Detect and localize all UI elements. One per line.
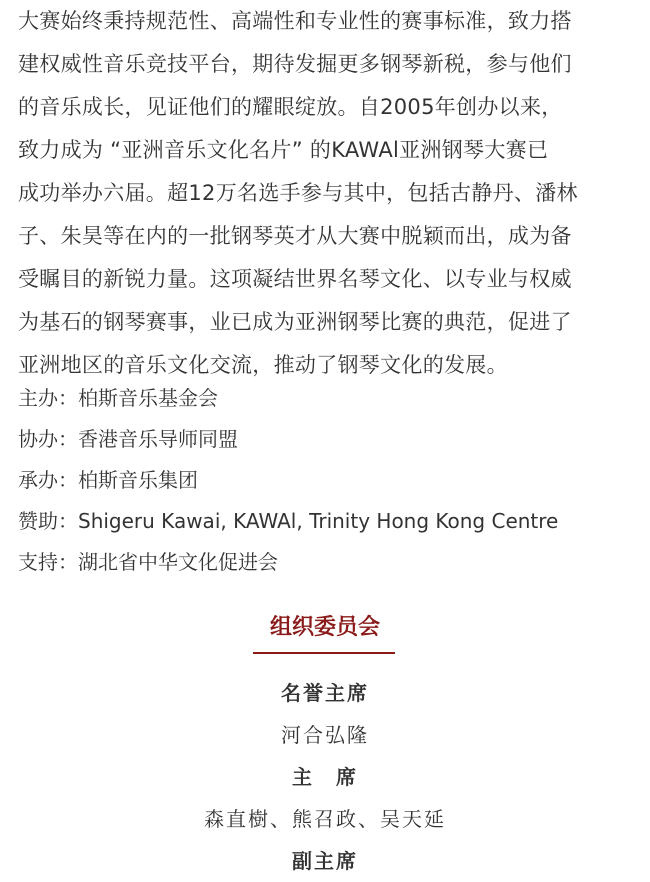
organizer-label: 赞助： bbox=[18, 509, 78, 533]
committee-role: 主 席 bbox=[292, 765, 358, 789]
committee-role: 名誉主席 bbox=[281, 681, 369, 705]
organizer-value: 香港音乐导师同盟 bbox=[78, 427, 238, 451]
organizer-value: Shigeru Kawai, KAWAl, Trinity Hong Kong Centre bbox=[78, 509, 559, 533]
section-title: 组织委员会 bbox=[269, 615, 380, 640]
organizer-undertaker bbox=[18, 460, 634, 501]
organizer-list bbox=[18, 378, 634, 583]
intro-line: 成功举办六届。超12万名选手参与其中，包括古静丹、潘林 bbox=[18, 181, 578, 205]
committee-names: 森直樹、熊召政、吴天延 bbox=[204, 807, 446, 831]
committee-role: 副主席 bbox=[292, 849, 358, 873]
committee-names: 河合弘隆 bbox=[281, 723, 369, 747]
intro-line: 大赛始终秉持规范性、高端性和专业性的赛事标准，致力搭 bbox=[18, 9, 572, 33]
intro-line: 的音乐成长，见证他们的耀眼绽放。自2005年创办以来， bbox=[18, 95, 563, 119]
organizer-label: 主办： bbox=[18, 386, 78, 410]
title-underline bbox=[253, 652, 395, 654]
intro-line: 亚洲地区的音乐文化交流，推动了钢琴文化的发展。 bbox=[18, 353, 508, 377]
organizer-label: 承办： bbox=[18, 468, 78, 492]
organizer-supporter bbox=[18, 542, 634, 583]
committee-list bbox=[0, 672, 650, 882]
organizer-label: 协办： bbox=[18, 427, 78, 451]
intro-line: 子、朱昊等在内的一批钢琴英才从大赛中脱颖而出，成为备 bbox=[18, 224, 572, 248]
organizer-value: 湖北省中华文化促进会 bbox=[78, 550, 278, 574]
intro-line: 致力成为 “亚洲音乐文化名片” 的KAWAl亚洲钢琴大赛已 bbox=[18, 138, 549, 162]
intro-line: 建权威性音乐竞技平台，期待发掘更多钢琴新税，参与他们 bbox=[18, 52, 572, 76]
intro-paragraph bbox=[18, 0, 634, 387]
organizer-co-host bbox=[18, 419, 634, 460]
organizer-value: 柏斯音乐集团 bbox=[78, 468, 198, 492]
organizer-label: 支持： bbox=[18, 550, 78, 574]
intro-line: 为基石的钢琴赛事，业已成为亚洲钢琴比赛的典范，促进了 bbox=[18, 310, 572, 334]
organizer-sponsor bbox=[18, 501, 634, 542]
intro-line: 受瞩目的新锐力量。这项凝结世界名琴文化、以专业与权威 bbox=[18, 267, 572, 291]
organizer-host bbox=[18, 378, 634, 419]
organizer-value: 柏斯音乐基金会 bbox=[78, 386, 218, 410]
